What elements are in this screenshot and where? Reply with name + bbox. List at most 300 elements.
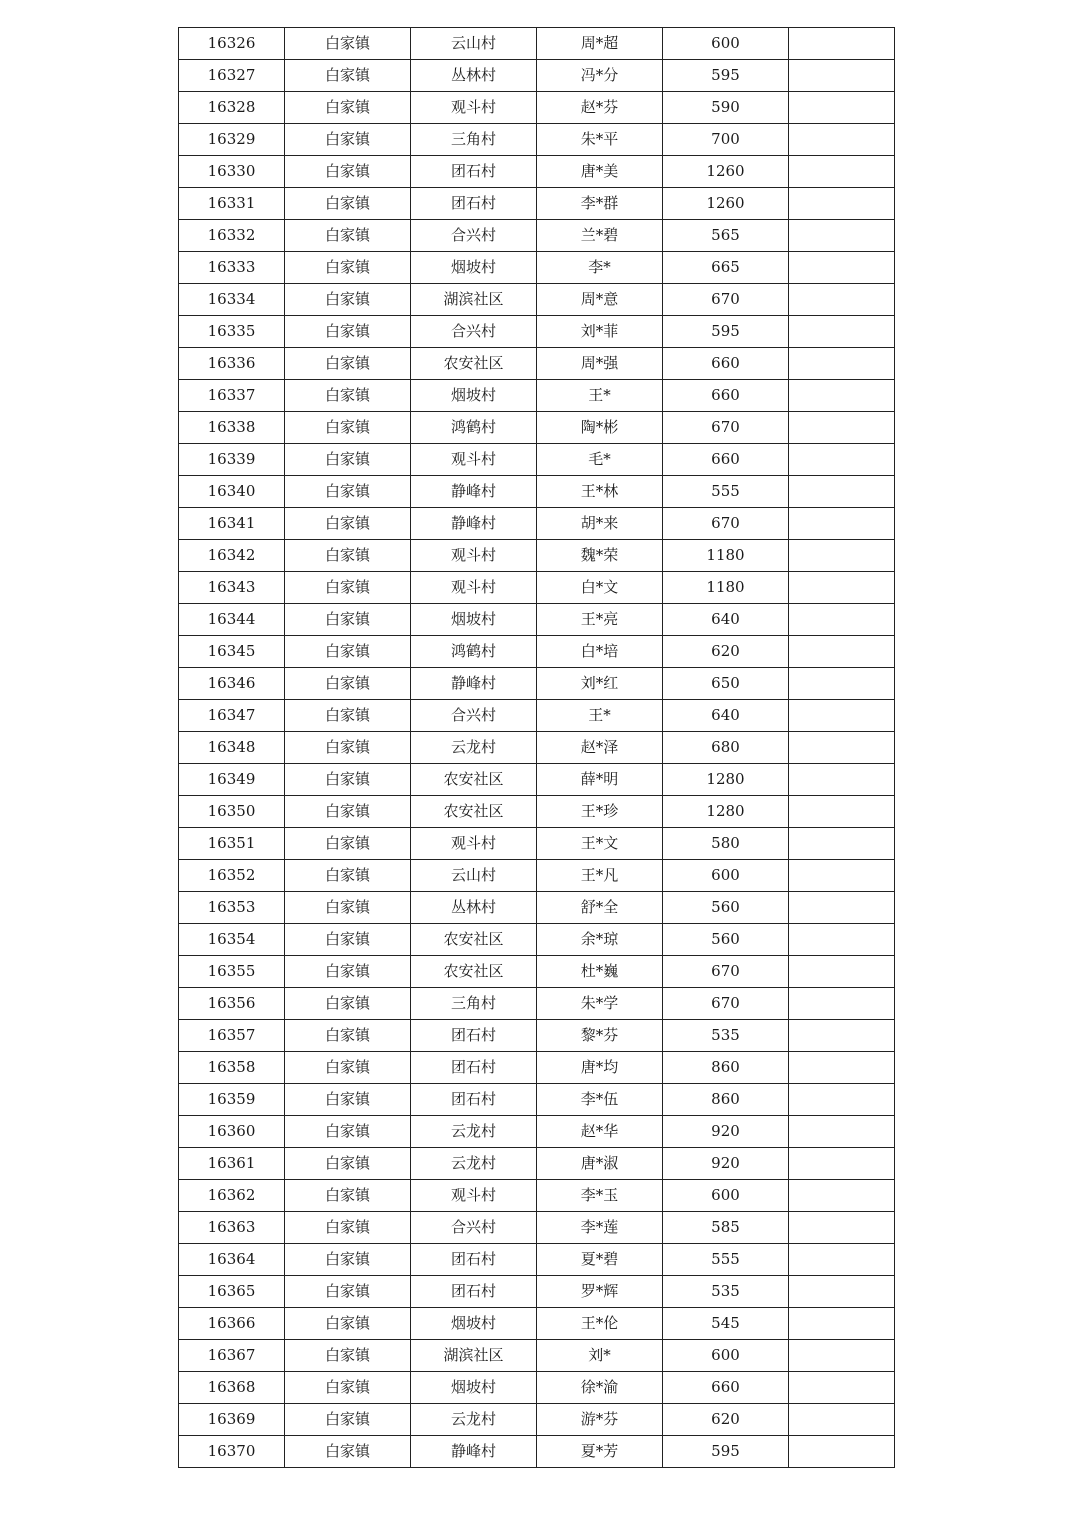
name-cell: 朱*学 <box>537 988 663 1020</box>
amount-cell: 555 <box>663 1244 789 1276</box>
table-row <box>179 1116 895 1148</box>
table-row <box>179 380 895 412</box>
amount-cell: 1260 <box>663 188 789 220</box>
town-cell: 白家镇 <box>285 1116 411 1148</box>
row-number-cell: 16351 <box>179 828 285 860</box>
row-number-cell: 16349 <box>179 764 285 796</box>
note-cell <box>789 924 895 956</box>
town-cell: 白家镇 <box>285 988 411 1020</box>
amount-cell: 545 <box>663 1308 789 1340</box>
row-number-cell: 16358 <box>179 1052 285 1084</box>
note-cell <box>789 572 895 604</box>
village-cell: 农安社区 <box>411 764 537 796</box>
name-cell: 唐*淑 <box>537 1148 663 1180</box>
table-row <box>179 1020 895 1052</box>
village-cell: 合兴村 <box>411 316 537 348</box>
town-cell: 白家镇 <box>285 540 411 572</box>
table-row <box>179 700 895 732</box>
town-cell: 白家镇 <box>285 1020 411 1052</box>
name-cell: 赵*芬 <box>537 92 663 124</box>
row-number-cell: 16364 <box>179 1244 285 1276</box>
village-cell: 团石村 <box>411 156 537 188</box>
note-cell <box>789 828 895 860</box>
table-row <box>179 444 895 476</box>
village-cell: 静峰村 <box>411 476 537 508</box>
row-number-cell: 16361 <box>179 1148 285 1180</box>
town-cell: 白家镇 <box>285 1180 411 1212</box>
town-cell: 白家镇 <box>285 156 411 188</box>
village-cell: 湖滨社区 <box>411 284 537 316</box>
note-cell <box>789 636 895 668</box>
table-row <box>179 828 895 860</box>
town-cell: 白家镇 <box>285 1436 411 1468</box>
village-cell: 三角村 <box>411 988 537 1020</box>
row-number-cell: 16360 <box>179 1116 285 1148</box>
amount-cell: 1280 <box>663 796 789 828</box>
note-cell <box>789 1148 895 1180</box>
note-cell <box>789 1020 895 1052</box>
note-cell <box>789 28 895 60</box>
table-row <box>179 1340 895 1372</box>
row-number-cell: 16342 <box>179 540 285 572</box>
town-cell: 白家镇 <box>285 1340 411 1372</box>
note-cell <box>789 92 895 124</box>
table-row <box>179 860 895 892</box>
row-number-cell: 16345 <box>179 636 285 668</box>
amount-cell: 700 <box>663 124 789 156</box>
village-cell: 观斗村 <box>411 572 537 604</box>
amount-cell: 670 <box>663 988 789 1020</box>
note-cell <box>789 892 895 924</box>
table-row <box>179 732 895 764</box>
amount-cell: 920 <box>663 1116 789 1148</box>
town-cell: 白家镇 <box>285 732 411 764</box>
row-number-cell: 16350 <box>179 796 285 828</box>
name-cell: 刘*红 <box>537 668 663 700</box>
amount-cell: 565 <box>663 220 789 252</box>
table-row <box>179 60 895 92</box>
village-cell: 烟坡村 <box>411 380 537 412</box>
town-cell: 白家镇 <box>285 668 411 700</box>
row-number-cell: 16328 <box>179 92 285 124</box>
row-number-cell: 16341 <box>179 508 285 540</box>
table-row <box>179 92 895 124</box>
town-cell: 白家镇 <box>285 1372 411 1404</box>
village-cell: 团石村 <box>411 1020 537 1052</box>
town-cell: 白家镇 <box>285 380 411 412</box>
name-cell: 李* <box>537 252 663 284</box>
table-row <box>179 1308 895 1340</box>
name-cell: 夏*碧 <box>537 1244 663 1276</box>
row-number-cell: 16331 <box>179 188 285 220</box>
name-cell: 毛* <box>537 444 663 476</box>
note-cell <box>789 1308 895 1340</box>
row-number-cell: 16333 <box>179 252 285 284</box>
town-cell: 白家镇 <box>285 956 411 988</box>
name-cell: 周*意 <box>537 284 663 316</box>
town-cell: 白家镇 <box>285 28 411 60</box>
name-cell: 唐*美 <box>537 156 663 188</box>
name-cell: 罗*辉 <box>537 1276 663 1308</box>
note-cell <box>789 380 895 412</box>
town-cell: 白家镇 <box>285 508 411 540</box>
name-cell: 黎*芬 <box>537 1020 663 1052</box>
name-cell: 王*文 <box>537 828 663 860</box>
row-number-cell: 16369 <box>179 1404 285 1436</box>
town-cell: 白家镇 <box>285 1212 411 1244</box>
table-row <box>179 956 895 988</box>
amount-cell: 670 <box>663 412 789 444</box>
row-number-cell: 16353 <box>179 892 285 924</box>
table-row <box>179 316 895 348</box>
row-number-cell: 16362 <box>179 1180 285 1212</box>
name-cell: 杜*巍 <box>537 956 663 988</box>
name-cell: 魏*荣 <box>537 540 663 572</box>
table-row <box>179 540 895 572</box>
village-cell: 观斗村 <box>411 540 537 572</box>
note-cell <box>789 156 895 188</box>
row-number-cell: 16352 <box>179 860 285 892</box>
town-cell: 白家镇 <box>285 1308 411 1340</box>
town-cell: 白家镇 <box>285 1276 411 1308</box>
village-cell: 鸿鹤村 <box>411 636 537 668</box>
note-cell <box>789 1052 895 1084</box>
amount-cell: 670 <box>663 508 789 540</box>
name-cell: 白*文 <box>537 572 663 604</box>
row-number-cell: 16354 <box>179 924 285 956</box>
note-cell <box>789 956 895 988</box>
village-cell: 农安社区 <box>411 956 537 988</box>
town-cell: 白家镇 <box>285 572 411 604</box>
village-cell: 观斗村 <box>411 444 537 476</box>
row-number-cell: 16339 <box>179 444 285 476</box>
name-cell: 李*伍 <box>537 1084 663 1116</box>
amount-cell: 640 <box>663 604 789 636</box>
amount-cell: 595 <box>663 1436 789 1468</box>
name-cell: 王* <box>537 380 663 412</box>
village-cell: 合兴村 <box>411 700 537 732</box>
note-cell <box>789 220 895 252</box>
village-cell: 团石村 <box>411 188 537 220</box>
amount-cell: 585 <box>663 1212 789 1244</box>
village-cell: 静峰村 <box>411 1436 537 1468</box>
village-cell: 观斗村 <box>411 1180 537 1212</box>
town-cell: 白家镇 <box>285 764 411 796</box>
row-number-cell: 16365 <box>179 1276 285 1308</box>
row-number-cell: 16344 <box>179 604 285 636</box>
town-cell: 白家镇 <box>285 348 411 380</box>
note-cell <box>789 1436 895 1468</box>
amount-cell: 1260 <box>663 156 789 188</box>
village-cell: 烟坡村 <box>411 1372 537 1404</box>
amount-cell: 920 <box>663 1148 789 1180</box>
note-cell <box>789 796 895 828</box>
name-cell: 王*珍 <box>537 796 663 828</box>
table-row <box>179 988 895 1020</box>
town-cell: 白家镇 <box>285 412 411 444</box>
row-number-cell: 16363 <box>179 1212 285 1244</box>
table-row <box>179 28 895 60</box>
amount-cell: 660 <box>663 444 789 476</box>
town-cell: 白家镇 <box>285 892 411 924</box>
town-cell: 白家镇 <box>285 796 411 828</box>
note-cell <box>789 476 895 508</box>
row-number-cell: 16359 <box>179 1084 285 1116</box>
note-cell <box>789 1084 895 1116</box>
name-cell: 舒*全 <box>537 892 663 924</box>
name-cell: 冯*分 <box>537 60 663 92</box>
town-cell: 白家镇 <box>285 924 411 956</box>
name-cell: 徐*渝 <box>537 1372 663 1404</box>
town-cell: 白家镇 <box>285 828 411 860</box>
note-cell <box>789 124 895 156</box>
table-row <box>179 1404 895 1436</box>
table-row <box>179 1084 895 1116</box>
table-row <box>179 1180 895 1212</box>
name-cell: 王*伦 <box>537 1308 663 1340</box>
row-number-cell: 16368 <box>179 1372 285 1404</box>
village-cell: 鸿鹤村 <box>411 412 537 444</box>
note-cell <box>789 1404 895 1436</box>
amount-cell: 620 <box>663 636 789 668</box>
table-row <box>179 604 895 636</box>
row-number-cell: 16335 <box>179 316 285 348</box>
amount-cell: 670 <box>663 956 789 988</box>
amount-cell: 860 <box>663 1052 789 1084</box>
note-cell <box>789 60 895 92</box>
village-cell: 观斗村 <box>411 828 537 860</box>
village-cell: 静峰村 <box>411 668 537 700</box>
note-cell <box>789 540 895 572</box>
row-number-cell: 16355 <box>179 956 285 988</box>
note-cell <box>789 604 895 636</box>
amount-cell: 640 <box>663 700 789 732</box>
note-cell <box>789 1244 895 1276</box>
row-number-cell: 16366 <box>179 1308 285 1340</box>
row-number-cell: 16347 <box>179 700 285 732</box>
village-cell: 团石村 <box>411 1084 537 1116</box>
table-row <box>179 1372 895 1404</box>
town-cell: 白家镇 <box>285 92 411 124</box>
name-cell: 李*玉 <box>537 1180 663 1212</box>
town-cell: 白家镇 <box>285 284 411 316</box>
row-number-cell: 16326 <box>179 28 285 60</box>
document-page <box>178 27 894 1468</box>
amount-cell: 560 <box>663 924 789 956</box>
amount-cell: 860 <box>663 1084 789 1116</box>
table-row <box>179 220 895 252</box>
village-cell: 观斗村 <box>411 92 537 124</box>
note-cell <box>789 188 895 220</box>
village-cell: 合兴村 <box>411 220 537 252</box>
note-cell <box>789 444 895 476</box>
name-cell: 薛*明 <box>537 764 663 796</box>
village-cell: 湖滨社区 <box>411 1340 537 1372</box>
name-cell: 王* <box>537 700 663 732</box>
amount-cell: 595 <box>663 60 789 92</box>
note-cell <box>789 1116 895 1148</box>
town-cell: 白家镇 <box>285 252 411 284</box>
amount-cell: 660 <box>663 1372 789 1404</box>
table-row <box>179 892 895 924</box>
village-cell: 云山村 <box>411 28 537 60</box>
row-number-cell: 16343 <box>179 572 285 604</box>
table-row <box>179 284 895 316</box>
note-cell <box>789 1340 895 1372</box>
table-row <box>179 764 895 796</box>
village-cell: 团石村 <box>411 1276 537 1308</box>
village-cell: 农安社区 <box>411 348 537 380</box>
row-number-cell: 16332 <box>179 220 285 252</box>
town-cell: 白家镇 <box>285 188 411 220</box>
village-cell: 烟坡村 <box>411 604 537 636</box>
amount-cell: 600 <box>663 28 789 60</box>
row-number-cell: 16327 <box>179 60 285 92</box>
village-cell: 云龙村 <box>411 1148 537 1180</box>
town-cell: 白家镇 <box>285 444 411 476</box>
table-row <box>179 156 895 188</box>
town-cell: 白家镇 <box>285 700 411 732</box>
table-row <box>179 1436 895 1468</box>
note-cell <box>789 252 895 284</box>
amount-cell: 680 <box>663 732 789 764</box>
note-cell <box>789 1372 895 1404</box>
note-cell <box>789 732 895 764</box>
village-cell: 丛林村 <box>411 892 537 924</box>
town-cell: 白家镇 <box>285 1084 411 1116</box>
town-cell: 白家镇 <box>285 124 411 156</box>
note-cell <box>789 284 895 316</box>
name-cell: 陶*彬 <box>537 412 663 444</box>
village-cell: 静峰村 <box>411 508 537 540</box>
town-cell: 白家镇 <box>285 316 411 348</box>
amount-cell: 670 <box>663 284 789 316</box>
name-cell: 唐*均 <box>537 1052 663 1084</box>
town-cell: 白家镇 <box>285 604 411 636</box>
name-cell: 胡*来 <box>537 508 663 540</box>
roster-table <box>178 27 895 1468</box>
name-cell: 周*超 <box>537 28 663 60</box>
table-row <box>179 796 895 828</box>
row-number-cell: 16357 <box>179 1020 285 1052</box>
table-row <box>179 1052 895 1084</box>
table-row <box>179 508 895 540</box>
name-cell: 王*亮 <box>537 604 663 636</box>
row-number-cell: 16334 <box>179 284 285 316</box>
town-cell: 白家镇 <box>285 1148 411 1180</box>
town-cell: 白家镇 <box>285 636 411 668</box>
note-cell <box>789 860 895 892</box>
village-cell: 烟坡村 <box>411 1308 537 1340</box>
town-cell: 白家镇 <box>285 1052 411 1084</box>
amount-cell: 1280 <box>663 764 789 796</box>
table-row <box>179 412 895 444</box>
town-cell: 白家镇 <box>285 1404 411 1436</box>
table-row <box>179 252 895 284</box>
row-number-cell: 16348 <box>179 732 285 764</box>
note-cell <box>789 1276 895 1308</box>
note-cell <box>789 668 895 700</box>
table-row <box>179 476 895 508</box>
table-row <box>179 348 895 380</box>
table-row <box>179 124 895 156</box>
amount-cell: 600 <box>663 1340 789 1372</box>
table-row <box>179 572 895 604</box>
name-cell: 刘*菲 <box>537 316 663 348</box>
village-cell: 烟坡村 <box>411 252 537 284</box>
amount-cell: 1180 <box>663 540 789 572</box>
amount-cell: 535 <box>663 1276 789 1308</box>
village-cell: 团石村 <box>411 1244 537 1276</box>
amount-cell: 580 <box>663 828 789 860</box>
village-cell: 丛林村 <box>411 60 537 92</box>
row-number-cell: 16337 <box>179 380 285 412</box>
name-cell: 游*芬 <box>537 1404 663 1436</box>
town-cell: 白家镇 <box>285 860 411 892</box>
note-cell <box>789 700 895 732</box>
name-cell: 周*强 <box>537 348 663 380</box>
name-cell: 刘* <box>537 1340 663 1372</box>
name-cell: 余*琼 <box>537 924 663 956</box>
row-number-cell: 16356 <box>179 988 285 1020</box>
note-cell <box>789 412 895 444</box>
roster-table-body <box>179 28 895 1468</box>
village-cell: 三角村 <box>411 124 537 156</box>
amount-cell: 535 <box>663 1020 789 1052</box>
town-cell: 白家镇 <box>285 60 411 92</box>
name-cell: 赵*华 <box>537 1116 663 1148</box>
table-row <box>179 188 895 220</box>
amount-cell: 555 <box>663 476 789 508</box>
village-cell: 云龙村 <box>411 1404 537 1436</box>
village-cell: 云龙村 <box>411 1116 537 1148</box>
note-cell <box>789 348 895 380</box>
name-cell: 王*林 <box>537 476 663 508</box>
note-cell <box>789 316 895 348</box>
town-cell: 白家镇 <box>285 476 411 508</box>
row-number-cell: 16329 <box>179 124 285 156</box>
note-cell <box>789 508 895 540</box>
row-number-cell: 16346 <box>179 668 285 700</box>
amount-cell: 660 <box>663 380 789 412</box>
village-cell: 农安社区 <box>411 796 537 828</box>
amount-cell: 600 <box>663 860 789 892</box>
name-cell: 夏*芳 <box>537 1436 663 1468</box>
town-cell: 白家镇 <box>285 1244 411 1276</box>
village-cell: 云山村 <box>411 860 537 892</box>
village-cell: 团石村 <box>411 1052 537 1084</box>
table-row <box>179 924 895 956</box>
amount-cell: 1180 <box>663 572 789 604</box>
amount-cell: 595 <box>663 316 789 348</box>
village-cell: 合兴村 <box>411 1212 537 1244</box>
name-cell: 朱*平 <box>537 124 663 156</box>
amount-cell: 600 <box>663 1180 789 1212</box>
table-row <box>179 668 895 700</box>
row-number-cell: 16370 <box>179 1436 285 1468</box>
village-cell: 农安社区 <box>411 924 537 956</box>
note-cell <box>789 1212 895 1244</box>
row-number-cell: 16330 <box>179 156 285 188</box>
name-cell: 李*群 <box>537 188 663 220</box>
name-cell: 赵*泽 <box>537 732 663 764</box>
amount-cell: 590 <box>663 92 789 124</box>
table-row <box>179 1212 895 1244</box>
name-cell: 王*凡 <box>537 860 663 892</box>
table-row <box>179 636 895 668</box>
amount-cell: 660 <box>663 348 789 380</box>
table-row <box>179 1148 895 1180</box>
